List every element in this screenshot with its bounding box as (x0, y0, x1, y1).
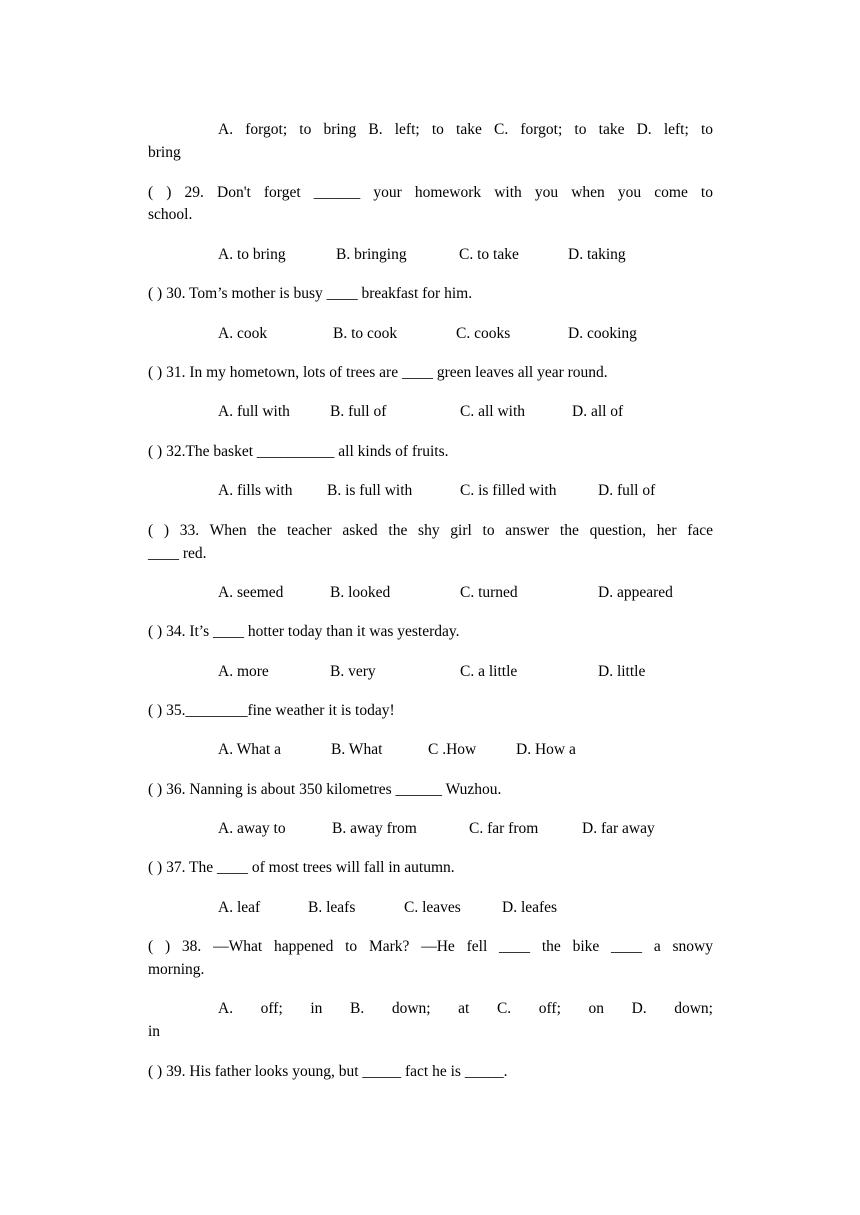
q33-stem: ( ) 33. When the teacher asked the shy girl to answer the question, her face (148, 522, 713, 539)
q36-option-c: C. far from (469, 820, 539, 837)
q37-option-d: D. leafes (502, 899, 558, 916)
q29-option-c: C. to take (459, 246, 519, 263)
q38-options: A. off; in B. down; at C. off; on D. down; (218, 1000, 713, 1017)
q37-option-a: A. leaf (218, 899, 261, 916)
q31-option-c: C. all with (460, 403, 526, 420)
q35-option-a: A. What a (218, 741, 281, 758)
q30-option-b: B. to cook (333, 325, 398, 342)
q38-options-continued: in (148, 1023, 161, 1040)
q32-option-c: C. is filled with (460, 482, 557, 499)
q38-stem: ( ) 38. —What happened to Mark? —He fell ____ the bike ____ a snowy (148, 938, 713, 955)
q36-option-d: D. far away (582, 820, 655, 837)
q35-stem: ( ) 35.________fine weather it is today! (148, 702, 395, 719)
q38-stem-continued: morning. (148, 961, 205, 978)
q28-options-continued: bring (148, 144, 181, 161)
q36-option-a: A. away to (218, 820, 286, 837)
q30-option-a: A. cook (218, 325, 268, 342)
q35-option-d: D. How a (516, 741, 576, 758)
q34-option-c: C. a little (460, 663, 518, 680)
q29-stem: ( ) 29. Don't forget ______ your homework with you when you come to (148, 184, 713, 201)
q35-option-c: C .How (428, 741, 477, 758)
q34-option-b: B. very (330, 663, 376, 680)
q34-option-d: D. little (598, 663, 646, 680)
q35-option-b: B. What (331, 741, 383, 758)
q32-option-a: A. fills with (218, 482, 293, 499)
q31-stem: ( ) 31. In my hometown, lots of trees are ____ green leaves all year round. (148, 364, 608, 381)
q30-option-d: D. cooking (568, 325, 637, 342)
q31-option-a: A. full with (218, 403, 290, 420)
q30-option-c: C. cooks (456, 325, 511, 342)
q28-options: A. forgot; to bring B. left; to take C. forgot; to take D. left; to (218, 121, 713, 138)
q29-option-d: D. taking (568, 246, 626, 263)
q33-option-b: B. looked (330, 584, 391, 601)
q37-option-b: B. leafs (308, 899, 356, 916)
q34-stem: ( ) 34. It’s ____ hotter today than it was yesterday. (148, 623, 460, 640)
q37-stem: ( ) 37. The ____ of most trees will fall in autumn. (148, 859, 455, 876)
q33-option-a: A. seemed (218, 584, 284, 601)
q33-option-c: C. turned (460, 584, 518, 601)
q37-option-c: C. leaves (404, 899, 461, 916)
q29-option-a: A. to bring (218, 246, 286, 263)
q32-option-b: B. is full with (327, 482, 413, 499)
q32-stem: ( ) 32.The basket __________ all kinds of fruits. (148, 443, 449, 460)
q32-option-d: D. full of (598, 482, 656, 499)
q36-stem: ( ) 36. Nanning is about 350 kilometres ______ Wuzhou. (148, 781, 502, 798)
q31-option-d: D. all of (572, 403, 624, 420)
q31-option-b: B. full of (330, 403, 387, 420)
q36-option-b: B. away from (332, 820, 417, 837)
q34-option-a: A. more (218, 663, 269, 680)
q39-stem: ( ) 39. His father looks young, but _____ fact he is _____. (148, 1063, 508, 1080)
q33-stem-continued: ____ red. (148, 545, 207, 562)
q30-stem: ( ) 30. Tom’s mother is busy ____ breakfast for him. (148, 285, 473, 302)
q29-stem-continued: school. (148, 206, 193, 223)
q29-option-b: B. bringing (336, 246, 407, 263)
q33-option-d: D. appeared (598, 584, 673, 601)
